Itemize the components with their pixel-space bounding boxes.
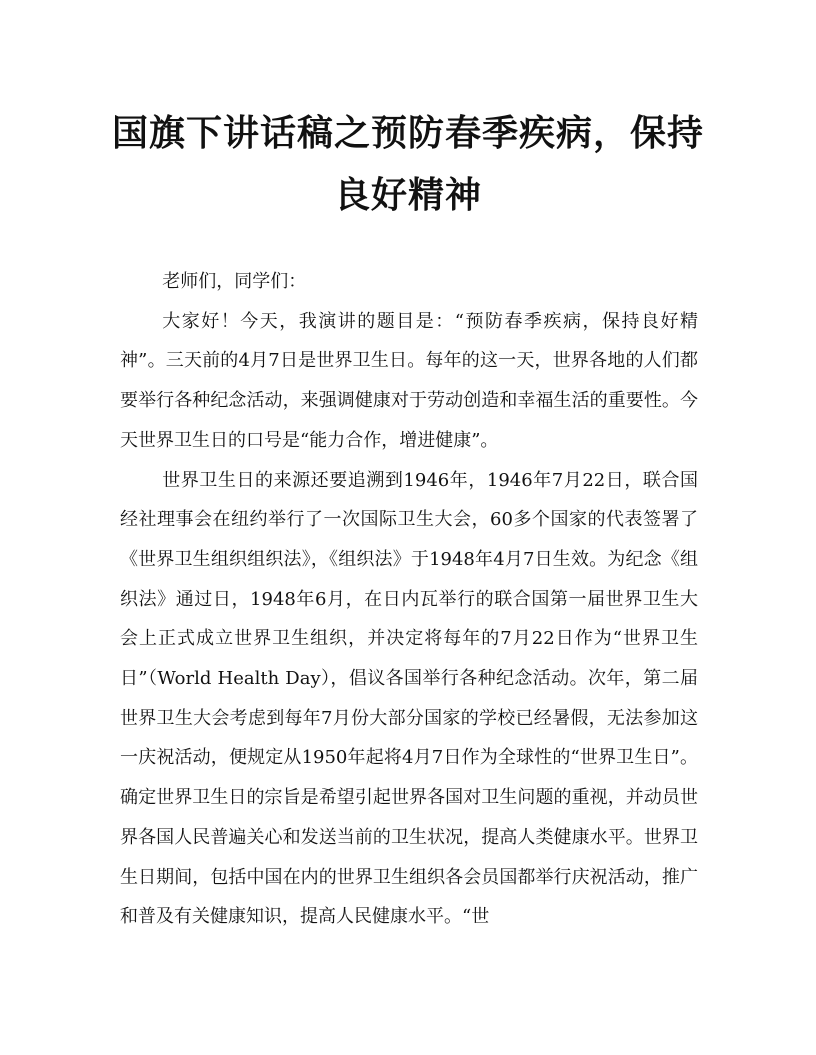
greeting-paragraph: 老师们，同学们： xyxy=(162,271,307,292)
intro-paragraph: 大家好！今天，我演讲的题目是：“预防春季疾病，保持良好精神”。三天前的4月7日是世界卫生日。每年的这一天，世界各地的人们都要举行各种纪念活动，来强调健康对于劳动创造和幸福生活的重要性。今天世界卫生日的口号是“能力合作，增进健康”。 xyxy=(120,310,698,451)
document-title: 国旗下讲话稿之预防春季疾病，保持良好精神 xyxy=(111,112,704,216)
document-body xyxy=(120,262,698,937)
history-paragraph: 世界卫生日的来源还要追溯到1946年，1946年7月22日，联合国经社理事会在纽约举行了一次国际卫生大会，60多个国家的代表签署了《世界卫生组织组织法》，《组织法》于1948年4月7日生效。为纪念《组织法》通过日，1948年6月，在日内瓦举行的联合国第一届世界卫生大会上正式成立世界卫生组织，并决定将每年的7月22日作为“世界卫生日”（World Health Day），倡议各国举行各种纪念活动。次年，第二届世界卫生大会考虑到每年7月份大部分国家的学校已经暑假，无法参加这一庆祝活动，便规定从1950年起将4月7日作为全球性的“世界卫生日”。确定世界卫生日的宗旨是希望引起世界各国对卫生问题的重视，并动员世界各国人民普遍关心和发送当前的卫生状况，提高人类健康水平。世界卫生日期间，包括中国在内的世界卫生组织各会员国都举行庆祝活动，推广和普及有关健康知识，提高人民健康水平。“世 xyxy=(120,469,698,928)
